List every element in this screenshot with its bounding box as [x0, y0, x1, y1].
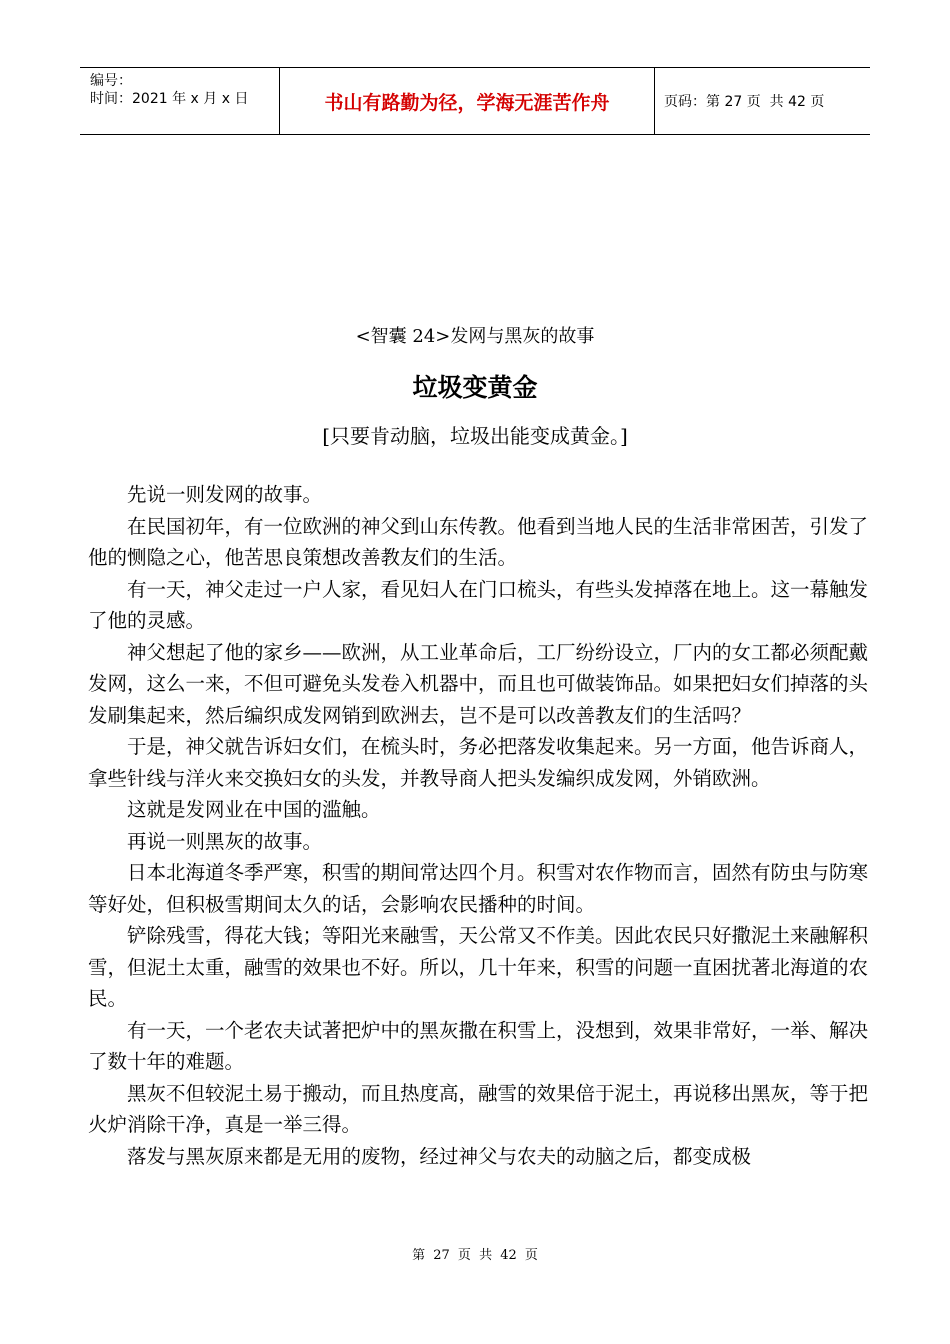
document-header	[80, 67, 870, 135]
article-motto: [只要肯动脑，垃圾出能变成黄金。]	[322, 424, 628, 448]
paragraph: 日本北海道冬季严寒，积雪的期间常达四个月。积雪对农作物而言，固然有防虫与防寒等好处，但积极雪期间太久的话，会影响农民播种的时间。	[88, 861, 869, 916]
paragraph: 神父想起了他的家乡——欧洲，从工业革命后，工厂纷纷设立，厂内的女工都必须配戴发网，这么一来，不但可避免头发卷入机器中，而且也可做装饰品。如果把妇女们掉落的头发刷集起来，然后编织成发网销到欧洲去，岂不是可以改善教友们的生活吗？	[88, 640, 869, 727]
paragraph: 有一天，神父走过一户人家，看见妇人在门口梳头，有些头发掉落在地上。这一幕触发了他的灵感。	[88, 577, 869, 632]
article-body	[88, 479, 868, 1172]
header-motto: 书山有路勤为径，学海无涯苦作舟	[280, 68, 655, 134]
paragraph: 黑灰不但较泥土易于搬动，而且热度高，融雪的效果倍于泥土，再说移出黑灰，等于把火炉消除干净，真是一举三得。	[88, 1081, 869, 1136]
paragraph: 这就是发网业在中国的滥触。	[127, 798, 381, 821]
paragraph: 于是，神父就告诉妇女们，在梳头时，务必把落发收集起来。另一方面，他告诉商人，拿些针线与洋火来交换妇女的头发，并教导商人把头发编织成发网，外销欧洲。	[88, 735, 869, 790]
header-meta	[80, 68, 280, 134]
document-number-label: 编号：	[90, 73, 132, 89]
article-subtitle: <智囊 24>发网与黑灰的故事	[355, 326, 595, 347]
paragraph: 再说一则黑灰的故事。	[127, 829, 323, 853]
paragraph: 在民国初年，有一位欧洲的神父到山东传教。他看到当地人民的生活非常困苦，引发了他的恻隐之心，他苦思良策想改善教友们的生活。	[88, 514, 869, 569]
document-date-label: 时间：2021 年 x 月 x 日	[90, 91, 249, 107]
paragraph: 落发与黑灰原来都是无用的废物，经过神父与农夫的动脑之后，都变成极	[127, 1144, 752, 1168]
article-title: 垃圾变黄金	[412, 373, 538, 402]
header-page-info-text: 页码：第 27 页 共 42 页	[664, 94, 825, 110]
paragraph: 有一天，一个老农夫试著把炉中的黑灰撒在积雪上，没想到，效果非常好，一举、解决了数十年的难题。	[88, 1018, 869, 1073]
paragraph: 先说一则发网的故事。	[127, 483, 323, 506]
header-page-info	[654, 68, 870, 134]
page-footer: 第 27 页 共 42 页	[412, 1248, 538, 1263]
paragraph: 铲除残雪，得花大钱；等阳光来融雪，天公常又不作美。因此农民只好撒泥土来融解积雪，但泥土太重，融雪的效果也不好。所以，几十年来，积雪的问题一直困扰著北海道的农民。	[88, 924, 869, 1010]
